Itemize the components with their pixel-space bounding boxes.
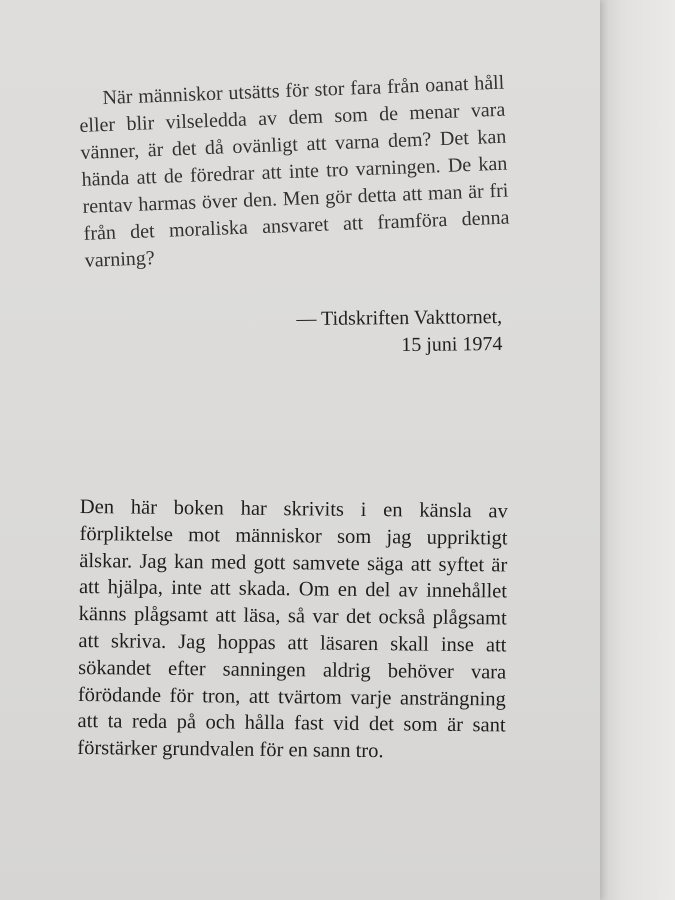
attribution-source: — Tidskriften Vakttornet, bbox=[296, 305, 503, 331]
epigraph-attribution bbox=[240, 304, 503, 361]
attribution-date: 15 juni 1974 bbox=[401, 332, 503, 357]
preface-paragraph: Den här boken har skrivits i en känsla av förpliktelse mot människor som jag uppriktigt älskar. Jag kan med gott samvete säga att syftet är att hjälpa, inte att skada. Om en del av innehållet känns plågsamt att läsa, så var det också plågsamt att skriva. Jag hoppas att läsaren skall inse att sökandet efter sanningen aldrig behöver vara förödande för tron, att tvärtom varje ansträngning att ta reda på och hålla fast vid det som är sant förstärker grundvalen för en sann tro. bbox=[77, 495, 508, 763]
facing-page-edge bbox=[590, 0, 675, 900]
epigraph-quote: När människor utsätts för stor fara från oanat håll eller blir vilseledda av dem som de menar vara vänner, är det då ovänligt att varna dem? Det kan hända att de föredrar att inte tro varningen. De kan rentav harmas över den. Men gör detta att man är fri från det moraliska ansvaret att framföra denna varning? bbox=[79, 71, 510, 272]
